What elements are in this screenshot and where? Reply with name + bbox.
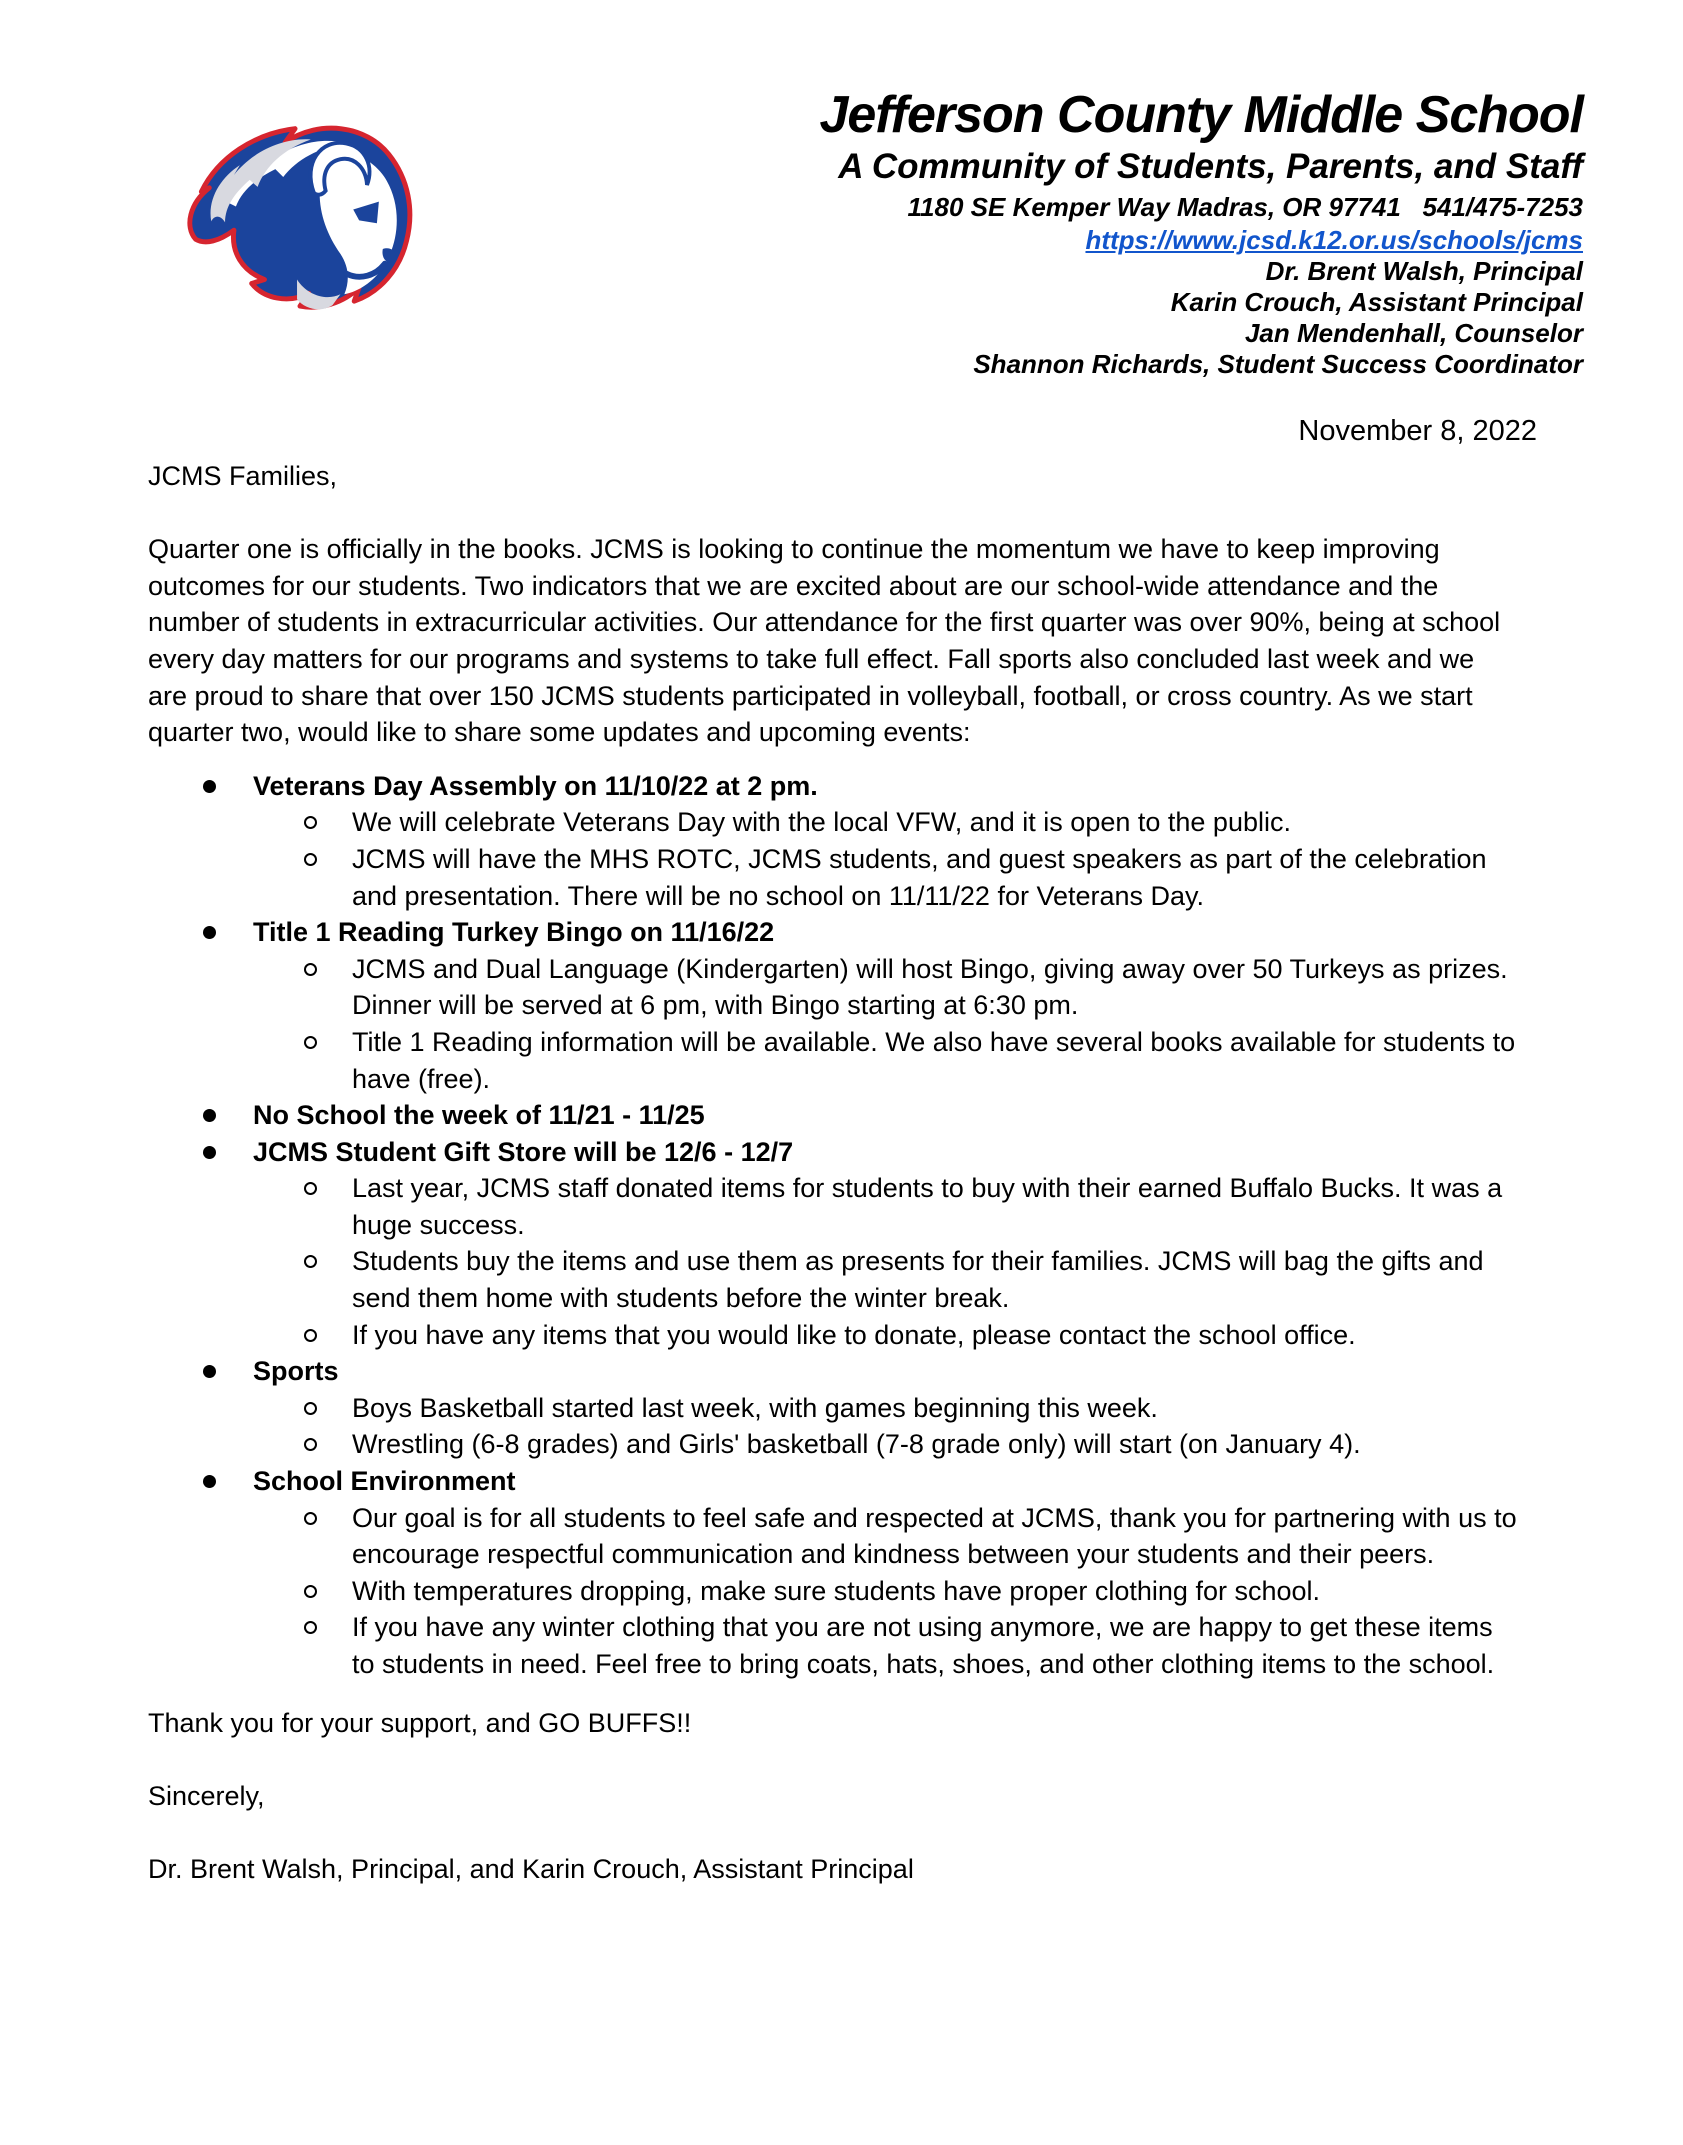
- bullet-circle-icon: [304, 1585, 317, 1598]
- event-sub-text: [352, 1609, 1494, 1682]
- event-title: School Environment: [253, 1466, 516, 1497]
- closing-signoff: Sincerely,: [148, 1780, 265, 1811]
- event-sub-item: [148, 951, 1583, 1024]
- bullet-marker: [148, 914, 253, 951]
- event-sub-item: [148, 1243, 1583, 1316]
- sub-bullet-marker: [148, 1426, 352, 1463]
- event-sub-text: [352, 841, 1487, 914]
- event-sub-line: With temperatures dropping, make sure students have proper clothing for school.: [352, 1575, 1321, 1606]
- greeting: JCMS Families,: [148, 461, 338, 491]
- bullet-circle-icon: [304, 1329, 317, 1342]
- bullet-dot-icon: [203, 1109, 216, 1122]
- event-sub-line: If you have any winter clothing that you are not using anymore, we are happy to get these items: [352, 1612, 1493, 1643]
- school-website-line: [430, 224, 1583, 256]
- sub-bullet-marker: [148, 1170, 352, 1243]
- event-title: No School the week of 11/21 - 11/25: [253, 1100, 705, 1131]
- event-sub-line: Boys Basketball started last week, with games beginning this week.: [352, 1392, 1158, 1423]
- intro-paragraph-line: quarter two, would like to share some updates and upcoming events:: [148, 717, 971, 748]
- event-sub-line: Dinner will be served at 6 pm, with Bingo starting at 6:30 pm.: [352, 990, 1079, 1021]
- event-bullet-item: [148, 768, 1583, 805]
- bullet-dot-icon: [203, 1146, 216, 1159]
- event-sub-item: [148, 804, 1583, 841]
- event-sub-item: [148, 1609, 1583, 1682]
- event-sub-line: Wrestling (6-8 grades) and Girls' basketball (7-8 grade only) will start (on January 4).: [352, 1429, 1361, 1460]
- event-bullet-item: [148, 1353, 1583, 1390]
- event-sub-item: [148, 1390, 1583, 1427]
- event-sub-text: [352, 1426, 1361, 1463]
- closing-thanks: Thank you for your support, and GO BUFFS!!: [148, 1707, 692, 1738]
- intro-paragraph-line: outcomes for our students. Two indicators that we are excited about are our school-wide attendance and the: [148, 570, 1439, 601]
- school-name: Jefferson County Middle School: [819, 86, 1583, 144]
- bullet-circle-icon: [304, 1182, 317, 1195]
- event-sub-item: [148, 1426, 1583, 1463]
- event-bullet-item: [148, 1134, 1583, 1171]
- sub-bullet-marker: [148, 1609, 352, 1682]
- bullet-marker: [148, 1353, 253, 1390]
- school-logo: [180, 104, 418, 316]
- event-bullet-item: [148, 914, 1583, 951]
- sub-bullet-marker: [148, 804, 352, 841]
- bullet-circle-icon: [304, 1621, 317, 1634]
- intro-paragraph: [148, 531, 1583, 751]
- staff-line: Shannon Richards, Student Success Coordinator: [973, 349, 1583, 379]
- event-title: JCMS Student Gift Store will be 12/6 - 12/7: [253, 1136, 794, 1167]
- bullet-circle-icon: [304, 1438, 317, 1451]
- event-sub-text: [352, 1573, 1320, 1610]
- event-sub-line: have (free).: [352, 1063, 491, 1094]
- event-sub-line: We will celebrate Veterans Day with the local VFW, and it is open to the public.: [352, 807, 1291, 838]
- event-title: Title 1 Reading Turkey Bingo on 11/16/22: [253, 917, 775, 948]
- bullet-marker: [148, 1463, 253, 1500]
- closing-block: [148, 1705, 1583, 1888]
- event-sub-text: [352, 1390, 1158, 1427]
- staff-line: Karin Crouch, Assistant Principal: [1170, 287, 1583, 317]
- bullet-marker: [148, 768, 253, 805]
- staff-line: Dr. Brent Walsh, Principal: [1265, 256, 1583, 286]
- closing-signature: Dr. Brent Walsh, Principal, and Karin Crouch, Assistant Principal: [148, 1853, 914, 1884]
- event-sub-line: JCMS and Dual Language (Kindergarten) will host Bingo, giving away over 50 Turkeys as prizes.: [352, 953, 1508, 984]
- intro-paragraph-line: every day matters for our programs and systems to take full effect. Fall sports also concluded last week and we: [148, 643, 1475, 674]
- event-sub-line: Last year, JCMS staff donated items for students to buy with their earned Buffalo Bucks. It was a: [352, 1173, 1503, 1204]
- event-sub-line: JCMS will have the MHS ROTC, JCMS students, and guest speakers as part of the celebration: [352, 843, 1487, 874]
- intro-paragraph-line: Quarter one is officially in the books. JCMS is looking to continue the momentum we have to keep improving: [148, 534, 1440, 565]
- bullet-marker: [148, 1134, 253, 1171]
- intro-paragraph-line: number of students in extracurricular activities. Our attendance for the first quarter was over 90%, being at school: [148, 607, 1501, 638]
- event-sub-item: [148, 1317, 1583, 1354]
- event-sub-text: [352, 1243, 1484, 1316]
- letter-date: November 8, 2022: [1298, 415, 1537, 447]
- bullet-dot-icon: [203, 780, 216, 793]
- sub-bullet-marker: [148, 951, 352, 1024]
- event-sub-line: encourage respectful communication and kindness between your students and their peers.: [352, 1539, 1435, 1570]
- school-address-phone: 1180 SE Kemper Way Madras, OR 97741 541/475-7253: [907, 192, 1583, 222]
- event-sub-text: [352, 804, 1291, 841]
- event-sub-line: Title 1 Reading information will be available. We also have several books available for students to: [352, 1026, 1516, 1057]
- letter-body: [148, 458, 1583, 1888]
- bullet-dot-icon: [203, 926, 216, 939]
- sub-bullet-marker: [148, 1573, 352, 1610]
- sub-bullet-marker: [148, 1500, 352, 1573]
- sub-bullet-marker: [148, 1243, 352, 1316]
- event-sub-text: [352, 1317, 1356, 1354]
- buffalo-mascot-icon: [180, 104, 418, 316]
- event-title: Veterans Day Assembly on 11/10/22 at 2 pm.: [253, 770, 818, 801]
- bullet-circle-icon: [304, 1512, 317, 1525]
- bullet-circle-icon: [304, 1255, 317, 1268]
- event-sub-line: huge success.: [352, 1209, 525, 1240]
- bullet-circle-icon: [304, 1036, 317, 1049]
- event-sub-line: and presentation. There will be no school on 11/11/22 for Veterans Day.: [352, 880, 1205, 911]
- events-bullet-list: [148, 768, 1583, 1683]
- sub-bullet-marker: [148, 841, 352, 914]
- event-sub-line: send them home with students before the winter break.: [352, 1283, 1010, 1314]
- sub-bullet-marker: [148, 1024, 352, 1097]
- staff-list: [430, 256, 1583, 380]
- staff-line: Jan Mendenhall, Counselor: [1244, 318, 1583, 348]
- intro-paragraph-line: are proud to share that over 150 JCMS students participated in volleyball, football, or cross country. As we start: [148, 680, 1473, 711]
- bullet-dot-icon: [203, 1475, 216, 1488]
- event-sub-line: Students buy the items and use them as presents for their families. JCMS will bag the gifts and: [352, 1246, 1484, 1277]
- sub-bullet-marker: [148, 1317, 352, 1354]
- event-title: Sports: [253, 1356, 339, 1387]
- sub-bullet-marker: [148, 1390, 352, 1427]
- bullet-circle-icon: [304, 1402, 317, 1415]
- event-sub-item: [148, 1573, 1583, 1610]
- event-sub-item: [148, 841, 1583, 914]
- event-sub-item: [148, 1500, 1583, 1573]
- event-bullet-item: [148, 1463, 1583, 1500]
- event-sub-item: [148, 1024, 1583, 1097]
- bullet-circle-icon: [304, 963, 317, 976]
- event-sub-item: [148, 1170, 1583, 1243]
- event-sub-text: [352, 1024, 1515, 1097]
- school-tagline: A Community of Students, Parents, and Staff: [838, 147, 1583, 186]
- event-bullet-item: [148, 1097, 1583, 1134]
- bullet-marker: [148, 1097, 253, 1134]
- letterhead: [430, 86, 1583, 380]
- bullet-circle-icon: [304, 816, 317, 829]
- event-sub-text: [352, 1500, 1517, 1573]
- event-sub-text: [352, 1170, 1502, 1243]
- event-sub-line: to students in need. Feel free to bring coats, hats, shoes, and other clothing items to the school.: [352, 1649, 1495, 1679]
- event-sub-line: Our goal is for all students to feel safe and respected at JCMS, thank you for partnering with us to: [352, 1502, 1517, 1533]
- event-sub-text: [352, 951, 1508, 1024]
- bullet-dot-icon: [203, 1365, 216, 1378]
- bullet-circle-icon: [304, 853, 317, 866]
- event-sub-line: If you have any items that you would like to donate, please contact the school office.: [352, 1319, 1356, 1350]
- school-website-link[interactable]: https://www.jcsd.k12.or.us/schools/jcms: [1085, 225, 1583, 255]
